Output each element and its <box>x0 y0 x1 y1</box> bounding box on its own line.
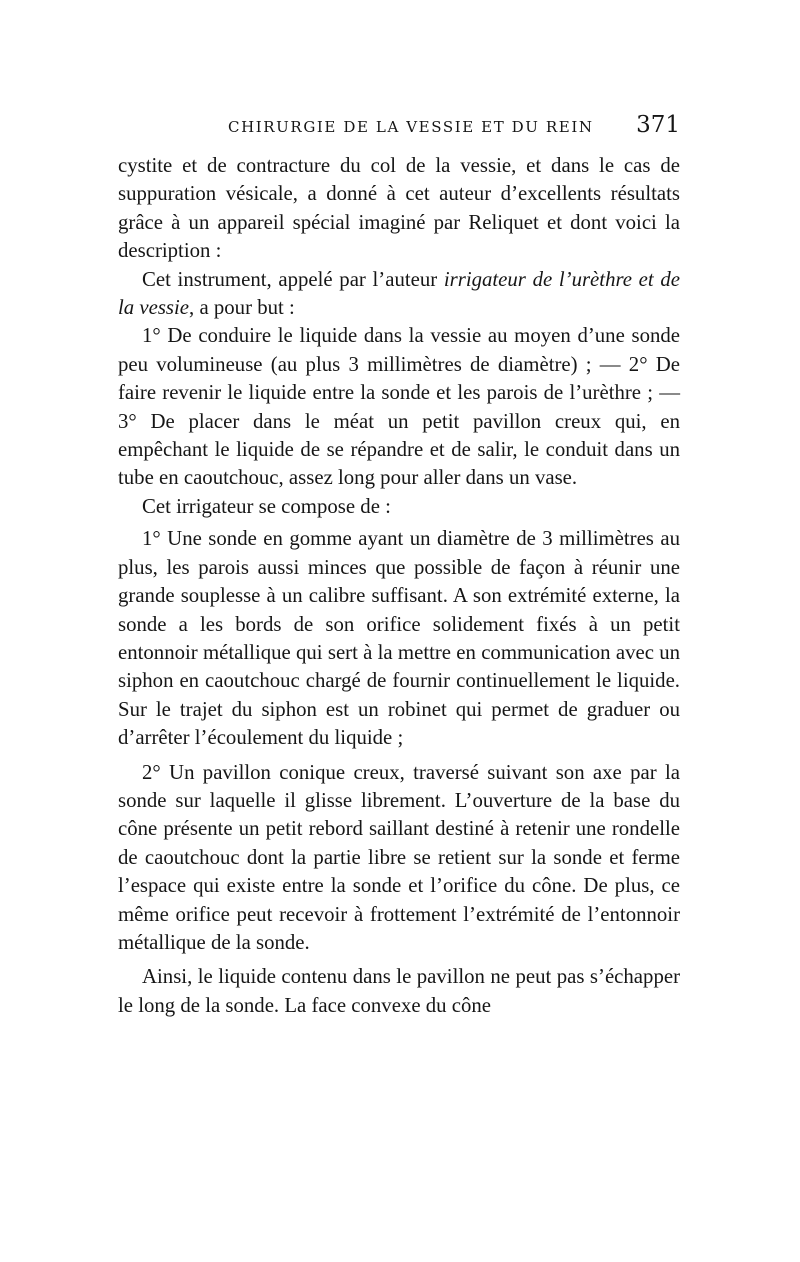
paragraph-sonde-description: 1° Une sonde en gomme ayant un diamètre de 3 millimètres au plus, les parois aussi minces que possible de façon à réunir une grande souplesse à un calibre suffisant. A son extrémité externe, la sonde a les bords de son orifice solidement fixés à un petit entonnoir métallique qui sert à la mettre en communication avec un siphon en caoutchouc chargé de fournir continuellement le liquide. Sur le trajet du siphon est un robinet qui permet de graduer ou d’arrêter l’écoulement du liquide ; <box>118 527 680 750</box>
paragraph-text: , a pour but : <box>189 296 295 320</box>
paragraph-continued: cystite et de contracture du col de la vessie, et dans le cas de suppuration vésicale, a donné à cet auteur d’excellents résultats grâce à un appareil spécial imaginé par Reliquet et dont voici la description : <box>118 154 680 263</box>
running-title: CHIRURGIE DE LA VESSIE ET DU REIN <box>228 118 594 136</box>
page-number: 371 <box>636 112 680 138</box>
paragraph-pavillon-description: 2° Un pavillon conique creux, traversé suivant son axe par la sonde sur laquelle il glisse librement. L’ouverture de la base du cône présente un petit rebord saillant destiné à retenir une rondelle de caoutchouc dont la partie libre se retient sur la sonde et ferme l’espace qui existe entre la sonde et l’orifice du cône. De plus, ce même orifice peut recevoir à frottement l’extrémité de l’entonnoir métallique de la sonde. <box>118 760 680 954</box>
body-text <box>118 152 680 1020</box>
running-head <box>118 112 680 144</box>
paragraph-goals-list: 1° De conduire le liquide dans la vessie au moyen d’une sonde peu volumineuse (au plus 3 millimètres de diamètre) ; — 2° De faire revenir le liquide entre la sonde et les parois de l’urèthre ; — 3° De placer dans le méat un petit pavillon creux qui, en empêchant le liquide de se répandre et de salir, le conduit dans un tube en caoutchouc, assez long pour aller dans un vase. <box>118 324 680 490</box>
italic-instrument-name: irrigateur de l’urèthre et de la vessie <box>118 267 680 320</box>
paragraph-composition-intro: Cet irrigateur se compose de : <box>142 494 391 518</box>
paragraph-instrument-purpose <box>118 266 680 323</box>
paragraph-conclusion: Ainsi, le liquide contenu dans le pavillon ne peut pas s’échapper le long de la sonde. La face convexe du cône <box>118 965 680 1017</box>
paragraph-text: Cet instrument, appelé par l’auteur <box>142 267 444 291</box>
